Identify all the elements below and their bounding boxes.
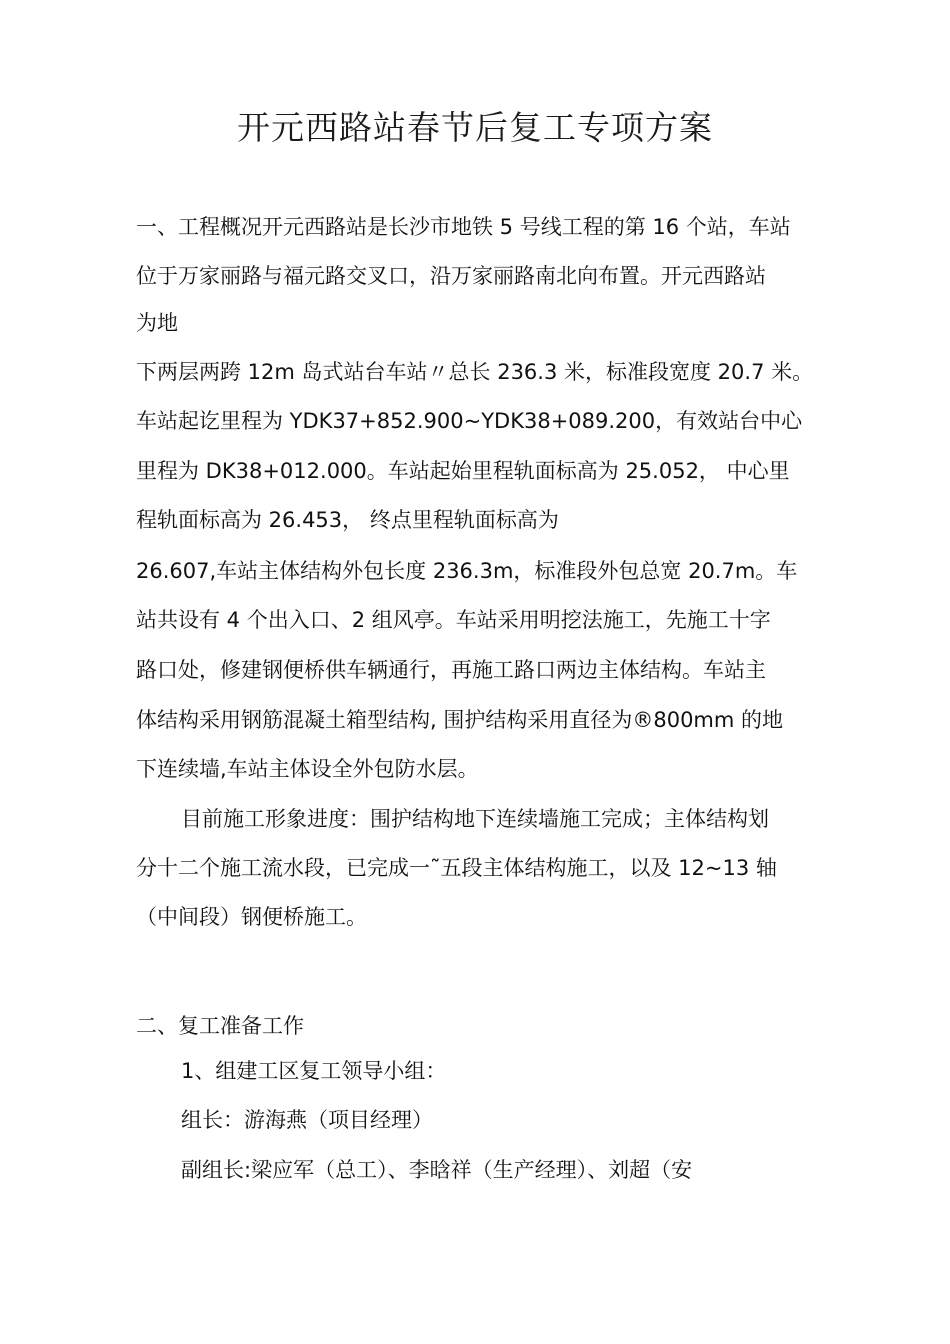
section1-text-line: 里程为 DK38+012.000。车站起始里程轨面标高为 25.052， 中心里 (136, 459, 790, 483)
group-leader-line: 组长：游海燕（项目经理） (181, 1108, 433, 1132)
deputy-leader-line: 副组长:梁应军（总工）、李晗祥（生产经理）、刘超（安 (181, 1158, 693, 1182)
document-title: 开元西路站春节后复工专项方案 (237, 108, 713, 147)
progress-text-line: 目前施工形象进度：围护结构地下连续墙施工完成；主体结构划 (181, 807, 769, 831)
section1-text-line: 程轨面标高为 26.453， 终点里程轨面标高为 (136, 508, 559, 532)
section1-text-line: 车站起讫里程为 YDK37+852.900~YDK38+089.200，有效站台中心 (136, 409, 803, 433)
section1-first-line (136, 212, 791, 242)
progress-text-line: （中间段）钢便桥施工。 (136, 905, 367, 929)
section1-text-line: 站共设有 4 个出入口、2 组风亭。车站采用明挖法施工，先施工十字 (136, 608, 771, 632)
section1-text-line: 下两层两跨 12m 岛式站台车站〃总长 236.3 米，标准段宽度 20.7 米。 (136, 360, 814, 384)
section1-text-line: 下连续墙,车站主体设全外包防水层。 (136, 757, 479, 781)
section1-text-line: 位于万家丽路与福元路交叉口，沿万家丽路南北向布置。开元西路站 (136, 264, 766, 288)
section2-heading: 二、复工准备工作 (136, 1014, 304, 1038)
progress-text-line: 分十二个施工流水段，已完成一˜五段主体结构施工，以及 12~13 轴 (136, 856, 777, 880)
section1-text-line: 体结构采用钢筋混凝土箱型结构, 围护结构采用直径为®800mm 的地 (136, 708, 784, 732)
section1-text-line: 26.607,车站主体结构外包长度 236.3m，标准段外包总宽 20.7m。车 (136, 559, 798, 583)
section2-item1: 1、组建工区复工领导小组： (181, 1059, 447, 1083)
section1-text-line: 为地 (136, 311, 178, 335)
section1-text-line: 开元西路站是长沙市地铁 5 号线工程的第 16 个站，车站 (262, 215, 791, 239)
section1-text-line: 路口处，修建钢便桥供车辆通行，再施工路口两边主体结构。车站主 (136, 658, 766, 682)
section1-heading: 一、工程概况 (136, 215, 262, 239)
